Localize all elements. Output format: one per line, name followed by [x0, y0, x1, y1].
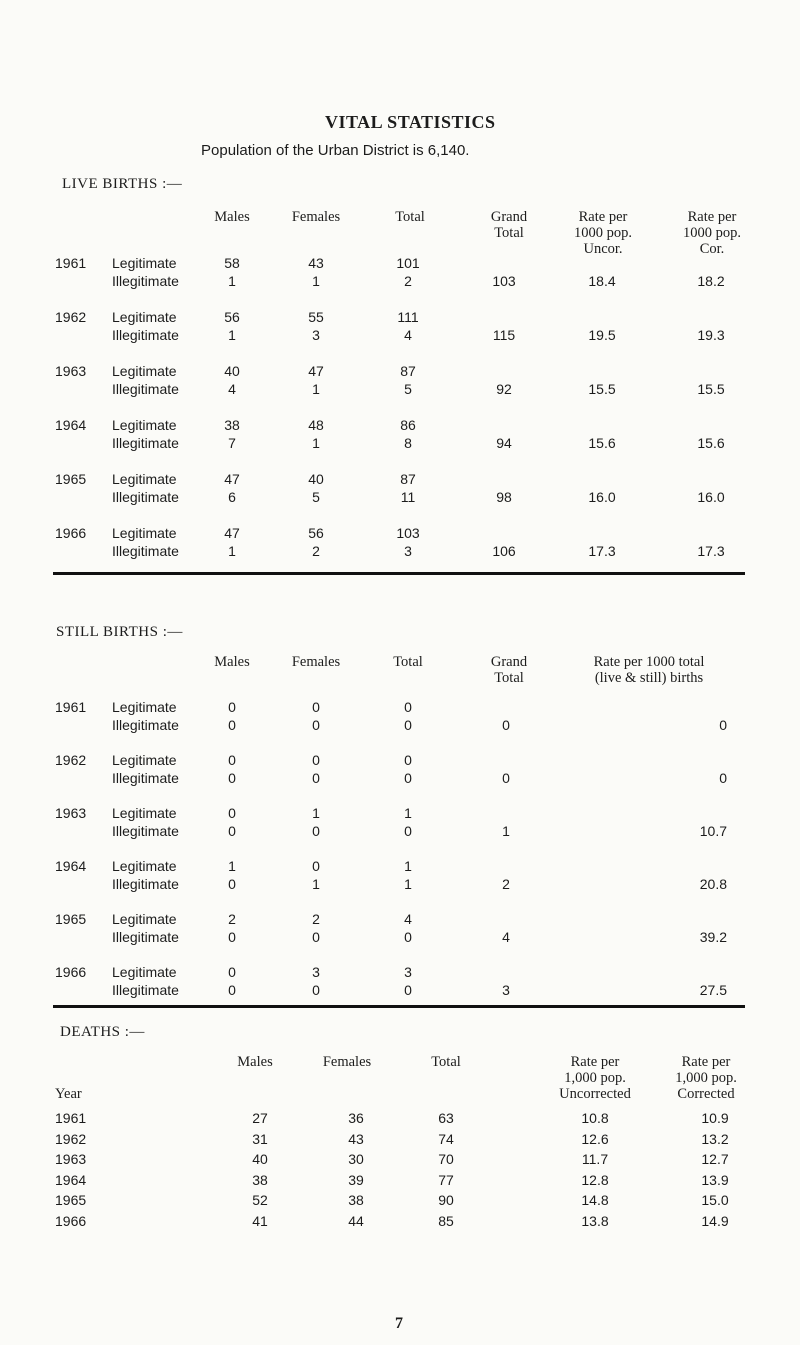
row-year: 1965	[55, 471, 87, 487]
cell-females: 1	[312, 381, 320, 397]
cell-females: 2	[312, 911, 320, 927]
cell-males: 0	[228, 929, 236, 945]
cell-rate-corrected: 15.5	[697, 381, 725, 397]
cell-total: 0	[404, 717, 412, 733]
cell-grand-total: 0	[502, 770, 510, 786]
column-header-rate-uncorrected: 1000 pop.	[574, 225, 632, 241]
cell-grand-total: 98	[496, 489, 512, 505]
cell-females: 5	[312, 489, 320, 505]
cell-total: 4	[404, 911, 412, 927]
cell-total: 77	[438, 1171, 454, 1188]
column-header-males: Males	[214, 654, 250, 670]
cell-total: 5	[404, 381, 412, 397]
row-label-illegitimate: Illegitimate	[112, 435, 179, 451]
page-number: 7	[395, 1315, 403, 1332]
cell-rate-corrected: 15.0	[701, 1192, 729, 1208]
cell-females: 1	[312, 805, 320, 821]
column-header-total: Total	[431, 1054, 461, 1070]
cell-females: 0	[312, 823, 320, 839]
column-header-females: Females	[291, 654, 341, 670]
cell-males: 6	[228, 489, 236, 505]
cell-rate: 20.8	[699, 876, 727, 892]
row-year: 1963	[55, 805, 87, 821]
cell-males: 40	[224, 363, 240, 379]
cell-total: 103	[396, 525, 420, 541]
cell-total: 0	[404, 823, 412, 839]
cell-rate-corrected: 17.3	[697, 543, 725, 559]
column-header-rate: Rate per 1000 total	[593, 654, 705, 670]
cell-rate: 27.5	[699, 982, 727, 998]
cell-females: 3	[312, 327, 320, 343]
column-header-rate-corrected: Rate per	[687, 209, 737, 225]
row-year: 1961	[55, 255, 87, 271]
cell-total: 1	[404, 858, 412, 874]
cell-females: 38	[348, 1192, 364, 1208]
cell-rate-corrected: 15.6	[697, 435, 725, 451]
cell-females: 0	[312, 717, 320, 733]
cell-grand-total: 2	[502, 876, 510, 892]
cell-males: 0	[228, 805, 236, 821]
cell-males: 38	[252, 1171, 268, 1188]
cell-total: 11	[400, 489, 416, 505]
column-header-total: Total	[393, 654, 423, 670]
row-year: 1962	[55, 752, 87, 768]
cell-females: 40	[308, 471, 324, 487]
deaths-heading: DEATHS :—	[60, 1024, 145, 1040]
cell-rate-corrected: 18.2	[697, 273, 725, 289]
cell-females: 36	[348, 1110, 364, 1126]
row-label-illegitimate: Illegitimate	[112, 543, 179, 559]
cell-rate-uncorrected: 12.6	[581, 1130, 609, 1147]
cell-total: 87	[400, 363, 416, 379]
cell-males: 0	[228, 699, 236, 715]
cell-rate: 0	[719, 770, 727, 786]
cell-males: 38	[224, 417, 240, 433]
cell-total: 111	[397, 309, 419, 325]
cell-males: 52	[252, 1192, 268, 1208]
column-header-grand-total: Total	[494, 225, 524, 241]
row-year: 1966	[55, 964, 87, 980]
cell-rate: 10.7	[699, 823, 727, 839]
cell-females: 55	[308, 309, 324, 325]
cell-total: 1	[404, 805, 412, 821]
cell-males: 40	[252, 1151, 268, 1167]
cell-rate-uncorrected: 16.0	[588, 489, 616, 505]
row-year: 1963	[55, 363, 87, 379]
cell-males: 27	[252, 1110, 268, 1126]
column-header-total: Total	[395, 209, 425, 225]
cell-females: 1	[312, 876, 320, 892]
row-label-legitimate: Legitimate	[112, 964, 177, 980]
row-label-legitimate: Legitimate	[112, 525, 177, 541]
page-title: VITAL STATISTICS	[325, 112, 496, 132]
cell-total: 3	[404, 543, 412, 559]
column-header-rate: (live & still) births	[594, 670, 704, 686]
row-label-legitimate: Legitimate	[112, 858, 177, 874]
row-year: 1962	[55, 309, 87, 325]
column-header-rate-corrected: Rate per	[681, 1054, 731, 1070]
row-label-legitimate: Legitimate	[112, 255, 177, 271]
cell-total: 101	[396, 255, 420, 271]
cell-total: 0	[404, 929, 412, 945]
cell-males: 58	[224, 255, 240, 271]
cell-grand-total: 94	[496, 435, 512, 451]
cell-males: 0	[228, 752, 236, 768]
row-label-legitimate: Legitimate	[112, 752, 177, 768]
cell-total: 8	[404, 435, 412, 451]
row-year: 1966	[55, 525, 87, 541]
cell-females: 0	[312, 929, 320, 945]
cell-grand-total: 0	[502, 717, 510, 733]
cell-total: 87	[400, 471, 416, 487]
row-label-legitimate: Legitimate	[112, 805, 177, 821]
cell-grand-total: 4	[502, 929, 510, 945]
cell-females: 0	[312, 982, 320, 998]
cell-males: 7	[228, 435, 236, 451]
column-header-grand-total: Total	[494, 670, 524, 686]
cell-total: 4	[404, 327, 412, 343]
cell-rate-corrected: 10.9	[701, 1110, 729, 1126]
row-label-legitimate: Legitimate	[112, 911, 177, 927]
row-label-illegitimate: Illegitimate	[112, 273, 179, 289]
cell-rate-corrected: 13.9	[701, 1171, 729, 1188]
cell-males: 47	[224, 471, 240, 487]
row-year: 1963	[55, 1151, 87, 1167]
section-divider	[53, 572, 745, 575]
row-label-illegitimate: Illegitimate	[112, 489, 179, 505]
row-year: 1964	[55, 1171, 87, 1188]
cell-males: 0	[228, 964, 236, 980]
cell-grand-total: 92	[496, 381, 512, 397]
row-year: 1964	[55, 417, 87, 433]
cell-males: 1	[228, 327, 236, 343]
live-births-heading: LIVE BIRTHS :—	[62, 176, 183, 192]
cell-females: 48	[308, 417, 324, 433]
row-label-illegitimate: Illegitimate	[112, 876, 179, 892]
cell-males: 0	[228, 823, 236, 839]
cell-total: 0	[404, 752, 412, 768]
column-header-rate-corrected: Corrected	[677, 1086, 735, 1102]
cell-females: 56	[308, 525, 324, 541]
cell-total: 74	[438, 1130, 454, 1147]
row-label-legitimate: Legitimate	[112, 699, 177, 715]
cell-total: 3	[404, 964, 412, 980]
column-header-grand-total: Grand	[490, 654, 528, 670]
section-divider	[53, 1005, 745, 1008]
cell-total: 0	[404, 699, 412, 715]
cell-females: 43	[348, 1130, 364, 1147]
cell-rate-uncorrected: 10.8	[581, 1110, 609, 1126]
cell-males: 1	[228, 543, 236, 559]
cell-males: 47	[224, 525, 240, 541]
cell-males: 0	[228, 982, 236, 998]
column-header-rate-uncorrected: 1,000 pop.	[564, 1070, 626, 1086]
cell-females: 1	[312, 273, 320, 289]
cell-grand-total: 1	[502, 823, 510, 839]
cell-grand-total: 115	[492, 327, 516, 343]
cell-rate: 39.2	[699, 929, 727, 945]
cell-females: 0	[312, 770, 320, 786]
cell-females: 43	[308, 255, 324, 271]
cell-rate-uncorrected: 15.6	[588, 435, 616, 451]
row-label-legitimate: Legitimate	[112, 309, 177, 325]
cell-rate-uncorrected: 15.5	[588, 381, 616, 397]
cell-males: 1	[228, 273, 236, 289]
cell-females: 39	[348, 1171, 364, 1188]
cell-rate-corrected: 14.9	[701, 1212, 729, 1229]
cell-females: 0	[312, 752, 320, 768]
cell-grand-total: 3	[502, 982, 510, 998]
row-year: 1961	[55, 1110, 87, 1126]
row-year: 1964	[55, 858, 87, 874]
cell-rate-uncorrected: 11.7	[581, 1151, 609, 1167]
row-year: 1965	[55, 1192, 87, 1208]
row-label-illegitimate: Illegitimate	[112, 982, 179, 998]
row-label-illegitimate: Illegitimate	[112, 717, 179, 733]
row-label-illegitimate: Illegitimate	[112, 327, 179, 343]
column-header-rate-uncorrected: Rate per	[570, 1054, 620, 1070]
row-label-illegitimate: Illegitimate	[112, 823, 179, 839]
cell-rate-corrected: 16.0	[697, 489, 725, 505]
cell-rate-uncorrected: 18.4	[588, 273, 616, 289]
cell-rate: 0	[719, 717, 727, 733]
cell-total: 2	[404, 273, 412, 289]
cell-females: 44	[348, 1212, 364, 1229]
cell-grand-total: 106	[492, 543, 516, 559]
cell-rate-uncorrected: 17.3	[588, 543, 616, 559]
row-label-illegitimate: Illegitimate	[112, 929, 179, 945]
row-label-legitimate: Legitimate	[112, 471, 177, 487]
cell-males: 0	[228, 717, 236, 733]
column-header-rate-corrected: 1000 pop.	[683, 225, 741, 241]
row-year: 1962	[55, 1130, 87, 1147]
cell-rate-uncorrected: 19.5	[588, 327, 616, 343]
column-header-rate-uncorrected: Uncorrected	[559, 1086, 631, 1102]
cell-total: 90	[438, 1192, 454, 1208]
row-year: 1966	[55, 1212, 87, 1229]
row-year: 1961	[55, 699, 87, 715]
cell-females: 0	[312, 858, 320, 874]
cell-total: 0	[404, 770, 412, 786]
cell-rate-corrected: 12.7	[701, 1151, 729, 1167]
cell-males: 4	[228, 381, 236, 397]
column-header-females: Females	[291, 209, 341, 225]
row-label-legitimate: Legitimate	[112, 363, 177, 379]
cell-rate-uncorrected: 13.8	[581, 1212, 609, 1229]
cell-males: 0	[228, 770, 236, 786]
cell-rate-corrected: 19.3	[697, 327, 725, 343]
cell-females: 3	[312, 964, 320, 980]
cell-males: 2	[228, 911, 236, 927]
row-label-legitimate: Legitimate	[112, 417, 177, 433]
cell-rate-uncorrected: 12.8	[581, 1171, 609, 1188]
cell-total: 86	[400, 417, 416, 433]
column-header-males: Males	[214, 209, 250, 225]
cell-grand-total: 103	[492, 273, 516, 289]
cell-rate-corrected: 13.2	[701, 1130, 729, 1147]
population-line: Population of the Urban District is 6,140.	[201, 142, 470, 159]
cell-males: 1	[228, 858, 236, 874]
column-header-year: Year	[55, 1086, 82, 1102]
row-year: 1965	[55, 911, 87, 927]
cell-total: 63	[438, 1110, 454, 1126]
row-label-illegitimate: Illegitimate	[112, 381, 179, 397]
cell-females: 2	[312, 543, 320, 559]
cell-rate-uncorrected: 14.8	[581, 1192, 609, 1208]
column-header-females: Females	[322, 1054, 372, 1070]
cell-males: 0	[228, 876, 236, 892]
column-header-grand-total: Grand	[490, 209, 528, 225]
cell-females: 47	[308, 363, 324, 379]
cell-total: 85	[438, 1212, 454, 1229]
still-births-heading: STILL BIRTHS :—	[56, 624, 183, 640]
cell-total: 70	[438, 1151, 454, 1167]
row-label-illegitimate: Illegitimate	[112, 770, 179, 786]
cell-total: 0	[404, 982, 412, 998]
column-header-rate-corrected: Cor.	[699, 241, 725, 257]
column-header-rate-uncorrected: Uncor.	[583, 241, 623, 257]
column-header-males: Males	[237, 1054, 273, 1070]
column-header-rate-uncorrected: Rate per	[578, 209, 628, 225]
cell-females: 30	[348, 1151, 364, 1167]
cell-males: 56	[224, 309, 240, 325]
cell-females: 0	[312, 699, 320, 715]
cell-total: 1	[404, 876, 412, 892]
cell-males: 41	[252, 1212, 268, 1229]
cell-females: 1	[312, 435, 320, 451]
cell-males: 31	[252, 1130, 268, 1147]
column-header-rate-corrected: 1,000 pop.	[675, 1070, 737, 1086]
